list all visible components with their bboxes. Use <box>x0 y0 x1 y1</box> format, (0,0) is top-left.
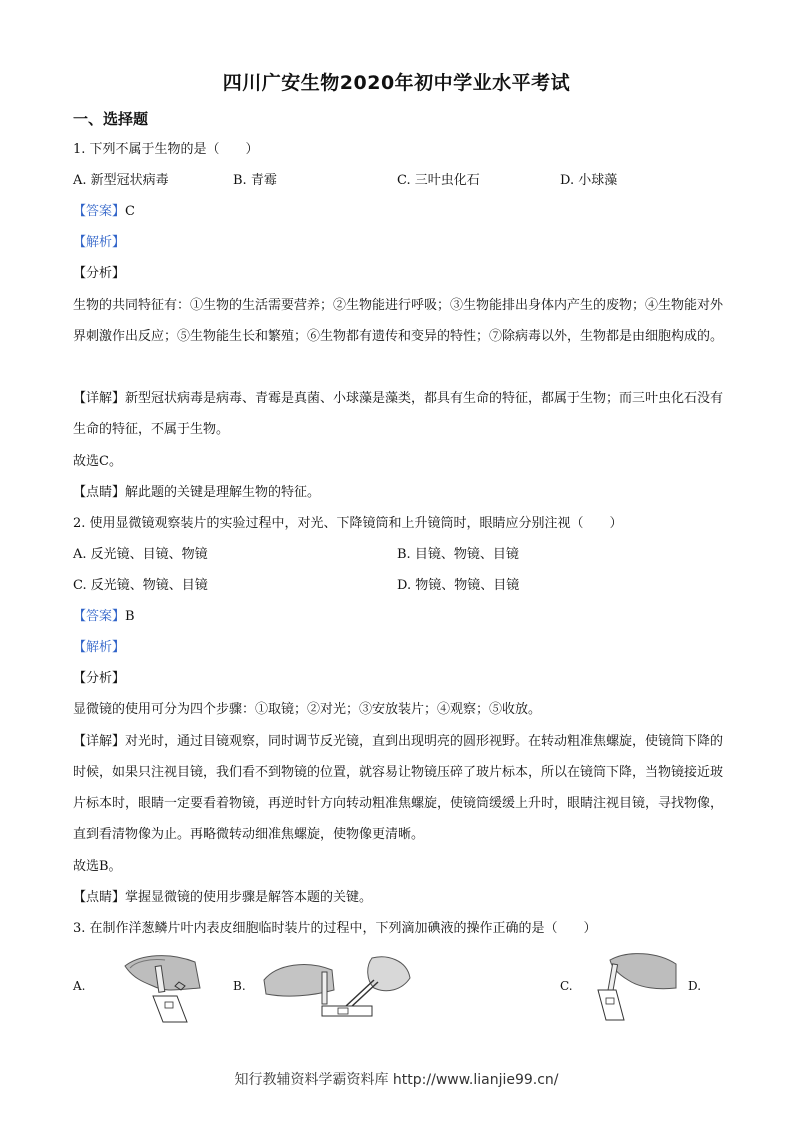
q1-option-c: C. 三叶虫化石 <box>397 173 480 188</box>
q1-choose: 故选C。 <box>73 454 122 469</box>
footer-watermark: 知行教辅资料学霸资料库 http://www.lianjie99.cn/ <box>234 1072 559 1088</box>
q1-answer-tag: 【答案】 <box>73 204 126 219</box>
q2-answer-value: B <box>125 609 135 624</box>
q2-option-a: A. 反光镜、目镜、物镜 <box>73 547 208 562</box>
q2-answer <box>73 607 135 627</box>
q1-analysis: 生物的共同特征有：①生物的生活需要营养；②生物能进行呼吸；③生物能排出身体内产生的废物；④生物能对外界刺激作出反应；⑤生物能生长和繁殖；⑥生物都有遗传和变异的特性；⑦除病毒以外，生物都是由细胞构成的。 <box>73 298 724 344</box>
q3-label-c: C. <box>560 979 573 993</box>
q1-comment: 【点睛】解此题的关键是理解生物的特征。 <box>73 485 321 500</box>
q3-figure-a <box>95 948 205 1024</box>
section-heading: 一、选择题 <box>73 110 149 128</box>
q1-answer <box>73 202 135 222</box>
q2-answer-tag: 【答案】 <box>73 609 126 624</box>
q1-jiexi-tag: 【解析】 <box>73 235 126 250</box>
q2-choose: 故选B。 <box>73 859 122 874</box>
q3-stem: 3. 在制作洋葱鳞片叶内表皮细胞临时装片的过程中，下列滴加碘液的操作正确的是（ ） <box>73 921 597 936</box>
q3-label-b: B. <box>233 979 246 993</box>
q2-stem: 2. 使用显微镜观察装片的实验过程中，对光、下降镜筒和上升镜筒时，眼睛应分别注视（ ） <box>73 516 623 531</box>
q2-fenxi-tag: 【分析】 <box>73 671 126 686</box>
q3-label-d: D. <box>688 979 702 993</box>
page-title: 四川广安生物2020年初中学业水平考试 <box>222 72 571 94</box>
q3-figure-b <box>262 950 412 1024</box>
q2-comment: 【点睛】掌握显微镜的使用步骤是解答本题的关键。 <box>73 890 373 905</box>
q3-figure-c <box>580 946 680 1024</box>
q1-fenxi-tag: 【分析】 <box>73 266 126 281</box>
q1-option-a: A. 新型冠状病毒 <box>73 173 169 188</box>
q3-label-a: A. <box>73 979 86 993</box>
q1-option-d: D. 小球藻 <box>560 173 618 188</box>
q2-option-d: D. 物镜、物镜、目镜 <box>397 578 520 593</box>
q2-option-b: B. 目镜、物镜、目镜 <box>397 547 519 562</box>
q1-detail: 【详解】新型冠状病毒是病毒、青霉是真菌、小球藻是藻类，都具有生命的特征，都属于生物；而三叶虫化石没有生命的特征，不属于生物。 <box>73 391 724 437</box>
q1-answer-value: C <box>125 204 135 219</box>
q1-stem: 1. 下列不属于生物的是（ ） <box>73 142 259 157</box>
q2-jiexi-tag: 【解析】 <box>73 640 126 655</box>
q2-detail: 【详解】对光时，通过目镜观察，同时调节反光镜，直到出现明亮的圆形视野。在转动粗准焦螺旋，使镜筒下降的时候，如果只注视目镜，我们看不到物镜的位置，就容易让物镜压碎了玻片标本，所以在镜筒下降，当物镜接近玻片标本时，眼睛一定要看着物镜，再逆时针方向转动粗准焦螺旋，使镜筒缓缓上升时，眼睛注视目镜，寻找物像，直到看清物像为止。再略微转动细准焦螺旋，使物像更清晰。 <box>73 734 724 842</box>
q2-option-c: C. 反光镜、物镜、目镜 <box>73 578 208 593</box>
q2-analysis: 显微镜的使用可分为四个步骤：①取镜；②对光；③安放装片；④观察；⑤收放。 <box>73 702 542 717</box>
q1-option-b: B. 青霉 <box>233 173 277 188</box>
